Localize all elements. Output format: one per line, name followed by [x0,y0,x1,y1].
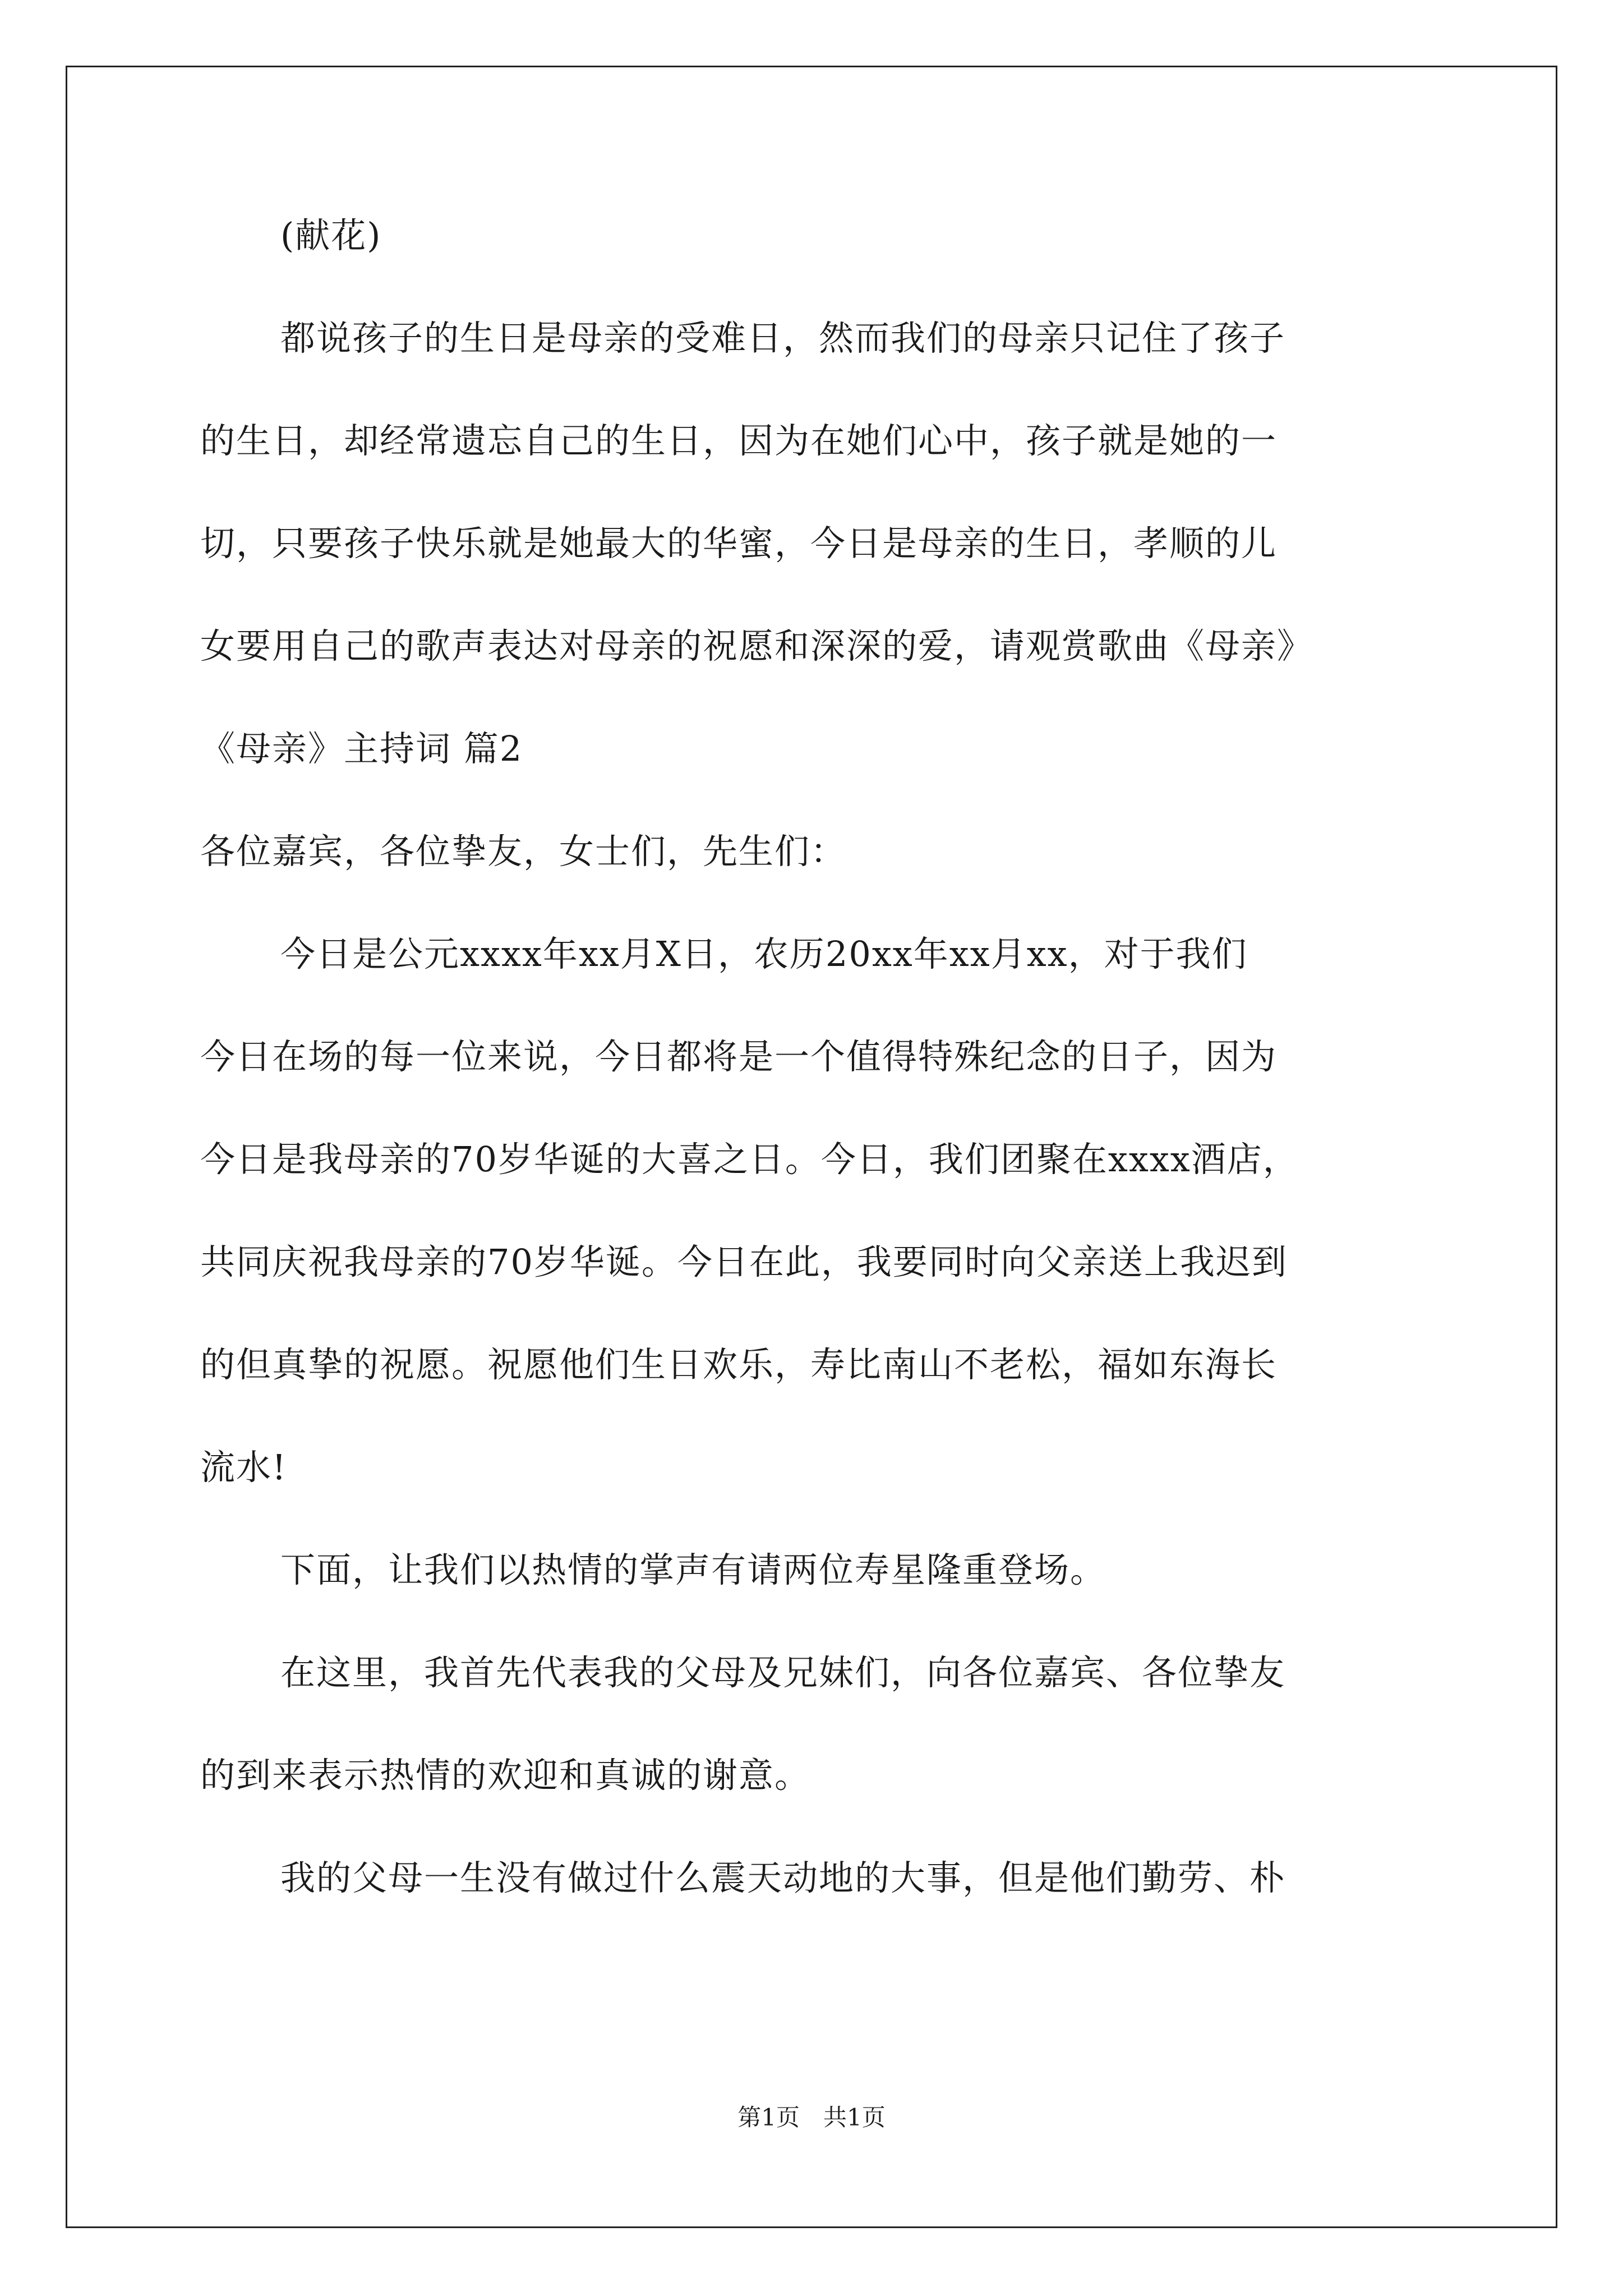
paragraph-line: 今日在场的每一位来说，今日都将是一个值得特殊纪念的日子，因为 [200,1036,1278,1077]
paragraph-line: 下面，让我们以热情的掌声有请两位寿星隆重登场。 [280,1549,1106,1590]
paragraph-line: 女要用自己的歌声表达对母亲的祝愿和深深的爱，请观赏歌曲《母亲》 [200,625,1313,666]
paragraph-line: 今日是公元xxxx年xx月X日，农历20xx年xx月xx，对于我们 [280,933,1248,974]
salutation-line: 各位嘉宾，各位挚友，女士们，先生们： [200,831,847,872]
section-heading: 《母亲》主持词 篇2 [200,728,523,769]
paragraph-line: 共同庆祝我母亲的70岁华诞。今日在此，我要同时向父亲送上我迟到 [200,1241,1288,1282]
page-footer [0,2101,1623,2134]
paragraph-line: 的但真挚的祝愿。祝愿他们生日欢乐，寿比南山不老松，福如东海长 [200,1344,1278,1385]
page-number: 第1页 共1页 [737,2104,886,2131]
paragraph-line: 我的父母一生没有做过什么震天动地的大事，但是他们勤劳、朴 [280,1857,1286,1898]
paragraph-line: 的到来表示热情的欢迎和真诚的谢意。 [200,1755,811,1796]
paragraph-line: 切，只要孩子快乐就是她最大的华蜜，今日是母亲的生日，孝顺的儿 [200,523,1278,564]
paragraph-line: 流水! [200,1447,287,1488]
paragraph-line: 的生日，却经常遗忘自己的生日，因为在她们心中，孩子就是她的一 [200,420,1278,461]
paragraph-line: (献花) [280,215,382,256]
paragraph-line: 在这里，我首先代表我的父母及兄妹们，向各位嘉宾、各位挚友 [280,1652,1286,1693]
paragraph-line: 今日是我母亲的70岁华诞的大喜之日。今日，我们团聚在xxxx酒店， [200,1139,1299,1180]
paragraph-line: 都说孩子的生日是母亲的受难日，然而我们的母亲只记住了孩子 [280,318,1286,358]
